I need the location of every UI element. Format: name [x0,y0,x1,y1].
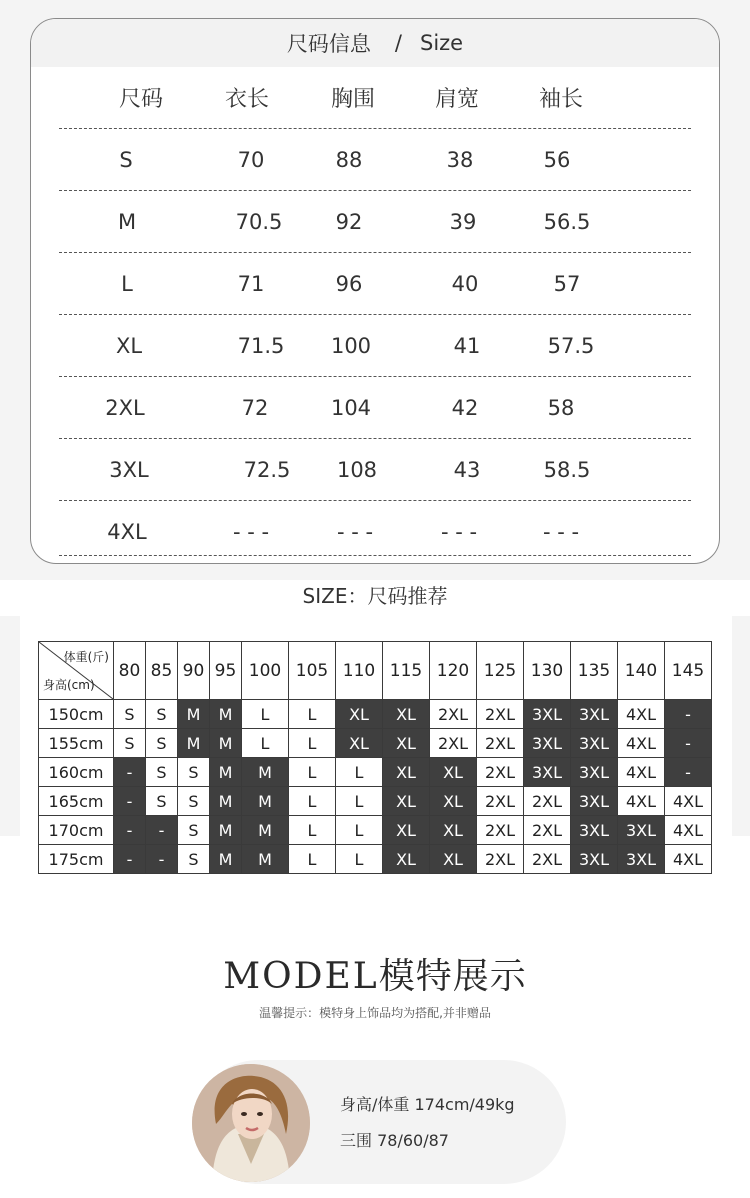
recommend-size-cell: S [146,700,178,729]
recommend-size-cell: S [146,729,178,758]
size-table-row-cell: 3XL [109,457,149,482]
size-table-row-cell: L [121,271,133,296]
recommend-size-cell: 3XL [524,729,571,758]
recommend-size-cell: 4XL [665,787,712,816]
recommend-size-cell: S [114,729,146,758]
size-table-row-cell: 57.5 [547,333,595,358]
recommend-size-cell: - [146,845,178,874]
recommend-size-cell: L [289,700,336,729]
recommend-size-cell: XL [430,845,477,874]
size-table-row-cell: 2XL [105,395,145,420]
weight-header-cell: 110 [336,642,383,700]
recommend-row [39,787,712,816]
size-table-row [59,439,691,501]
recommend-size-cell: 4XL [618,787,665,816]
recommend-size-cell: 2XL [477,700,524,729]
size-table-row [59,129,691,191]
size-table-row-cell: 88 [335,147,363,172]
recommend-size-cell: 4XL [665,816,712,845]
size-table-row-cell: - - - [440,520,478,544]
model-section-title [0,948,750,999]
recommend-size-cell: M [178,700,210,729]
recommend-size-cell: XL [383,787,430,816]
recommend-size-cell: M [242,758,289,787]
size-table-row-cell: 108 [336,457,378,482]
recommend-size-cell: L [289,758,336,787]
size-table-row-cell: S [119,147,133,172]
size-table-row-cell: 38 [446,147,474,172]
recommend-size-cell: 4XL [665,845,712,874]
recommend-size-cell: L [336,816,383,845]
size-card-header [31,19,719,67]
recommend-size-cell: M [210,758,242,787]
weight-header-cell: 80 [114,642,146,700]
corner-height-label: 身高(cm) [43,678,95,692]
recommend-size-cell: - [665,729,712,758]
size-table-row-cell: - - - [336,520,374,544]
size-table-row-cell: 100 [330,333,372,358]
height-label-cell: 170cm [39,816,114,845]
height-label-cell: 150cm [39,700,114,729]
size-table-header-row-cell: 肩宽 [434,87,479,112]
size-table-header-row-cell: 袖长 [538,87,583,112]
recommend-size-cell: M [178,729,210,758]
size-recommend-table [38,641,712,874]
recommend-size-cell: 2XL [430,700,477,729]
recommend-size-cell: L [336,758,383,787]
weight-header-cell: 100 [242,642,289,700]
size-table-row-cell: 56 [543,147,571,172]
size-table-header-row-cell: 胸围 [330,87,375,112]
size-table-row-cell: 71.5 [237,333,285,358]
height-label-cell: 160cm [39,758,114,787]
size-card-title-cn: 尺码信息 [286,32,371,56]
size-table-row-cell: 58.5 [543,457,591,482]
size-table-row-cell: - - - [542,520,580,544]
recommend-size-cell: L [289,845,336,874]
recommend-size-cell: 3XL [524,758,571,787]
recommend-size-cell: 3XL [618,845,665,874]
height-label-cell: 155cm [39,729,114,758]
weight-header-cell: 145 [665,642,712,700]
recommend-size-cell: M [210,729,242,758]
weight-header-cell: 85 [146,642,178,700]
size-table-row-cell: 70 [237,147,265,172]
size-table-row-cell: 41 [453,333,481,358]
recommend-size-cell: XL [430,758,477,787]
weight-header-cell: 120 [430,642,477,700]
size-card-title-en: Size [419,31,464,55]
recommend-size-cell: L [289,729,336,758]
recommend-size-cell: M [242,816,289,845]
size-table-row [59,315,691,377]
size-table-header-row-cell: 尺码 [118,87,163,112]
size-table-row-cell: 42 [451,395,479,420]
model-measurements: 三围 78/60/87 [340,1131,449,1150]
size-table-row-cell: 92 [335,209,363,234]
size-table-row-cell: 57 [553,271,581,296]
weight-header-cell: 105 [289,642,336,700]
recommend-size-cell: 4XL [618,700,665,729]
recommend-size-cell: - [146,816,178,845]
recommend-size-cell: L [336,787,383,816]
recommend-size-cell: M [210,816,242,845]
model-title-en: MODEL [223,956,379,997]
size-table-row-cell: - - - [232,520,270,544]
recommend-size-cell: 3XL [618,816,665,845]
recommend-size-cell: 3XL [571,758,618,787]
size-table-row-cell: 4XL [107,520,147,544]
recommend-size-cell: S [178,787,210,816]
weight-header-cell: 130 [524,642,571,700]
recommend-size-cell: S [178,816,210,845]
model-height-weight: 身高/体重 174cm/49kg [340,1095,515,1114]
recommend-size-cell: M [242,845,289,874]
recommend-size-cell: 4XL [618,729,665,758]
size-table-row-cell: M [117,209,137,234]
recommend-size-cell: 4XL [618,758,665,787]
recommend-size-cell: 3XL [571,787,618,816]
recommend-row [39,816,712,845]
recommend-size-cell: 2XL [477,787,524,816]
recommend-size-cell: 2XL [477,729,524,758]
recommend-size-cell: 3XL [571,845,618,874]
recommend-size-cell: L [336,845,383,874]
recommend-size-cell: XL [430,816,477,845]
recommend-size-cell: 2XL [524,816,571,845]
size-table-row-cell: 39 [449,209,477,234]
height-label-cell: 175cm [39,845,114,874]
size-table-row-cell: 71 [237,271,265,296]
size-recommend-title: SIZE：尺码推荐 [302,584,448,608]
recommend-size-cell: XL [383,845,430,874]
recommend-size-cell: S [146,787,178,816]
size-table-header-row [59,67,691,129]
size-table-row [59,191,691,253]
recommend-size-cell: 3XL [524,700,571,729]
size-table-row-cell: XL [115,333,143,358]
recommend-size-cell: - [665,700,712,729]
size-table-row [59,377,691,439]
recommend-size-cell: XL [383,816,430,845]
recommend-size-cell: XL [430,787,477,816]
recommend-size-cell: - [114,758,146,787]
recommend-size-cell: 2XL [477,845,524,874]
size-table-row-cell: 43 [453,457,481,482]
size-table-row-cell: 70.5 [235,209,283,234]
weight-header-cell: 135 [571,642,618,700]
recommend-size-cell: L [242,700,289,729]
size-table-row-cell: 104 [330,395,372,420]
weight-header-cell: 125 [477,642,524,700]
recommend-size-cell: 2XL [477,816,524,845]
recommend-row [39,758,712,787]
model-accessory-note: 温馨提示：模特身上饰品均为搭配,并非赠品 [259,1006,491,1020]
recommend-size-cell: L [289,787,336,816]
size-table-header-row-cell: 衣长 [224,87,269,112]
recommend-row [39,700,712,729]
recommend-size-cell: XL [383,700,430,729]
size-table-row [59,501,691,563]
recommend-size-cell: M [210,787,242,816]
recommend-size-cell: L [289,816,336,845]
recommend-size-cell: 2XL [524,845,571,874]
recommend-size-cell: - [114,787,146,816]
model-avatar [192,1064,310,1182]
model-title-cn: 模特展示 [378,956,527,997]
recommend-size-cell: 2XL [477,758,524,787]
recommend-size-cell: S [178,758,210,787]
recommend-size-cell: S [178,845,210,874]
recommend-size-cell: 3XL [571,729,618,758]
size-table-row [59,253,691,315]
recommend-size-cell: XL [336,729,383,758]
weight-header-cell: 90 [178,642,210,700]
recommend-size-cell: 3XL [571,816,618,845]
corner-weight-label: 体重(斤) [63,650,109,664]
size-table-row-cell: 96 [335,271,363,296]
recommend-size-cell: M [210,700,242,729]
recommend-corner-cell [39,642,114,700]
recommend-size-cell: - [665,758,712,787]
recommend-size-cell: 2XL [524,787,571,816]
size-measurement-table [59,67,691,563]
size-table-row-cell: 40 [451,271,479,296]
recommend-size-cell: S [114,700,146,729]
recommend-header-row [39,642,712,700]
size-table-row-cell: 72.5 [243,457,291,482]
recommend-size-cell: M [210,845,242,874]
recommend-size-cell: - [114,816,146,845]
model-portrait-illustration [192,1064,310,1182]
recommend-size-cell: S [146,758,178,787]
recommend-row [39,845,712,874]
recommend-size-cell: XL [383,758,430,787]
size-card-title-separator: / [394,31,402,55]
size-table-bottom-divider [59,555,691,556]
size-table-row-cell: 72 [241,395,269,420]
recommend-size-cell: XL [383,729,430,758]
recommend-size-cell: - [114,845,146,874]
height-label-cell: 165cm [39,787,114,816]
recommend-size-cell: 2XL [430,729,477,758]
recommend-size-cell: XL [336,700,383,729]
recommend-size-cell: 3XL [571,700,618,729]
weight-header-cell: 115 [383,642,430,700]
size-table-row-cell: 58 [547,395,575,420]
weight-header-cell: 140 [618,642,665,700]
recommend-size-cell: L [242,729,289,758]
weight-header-cell: 95 [210,642,242,700]
recommend-row [39,729,712,758]
size-info-card [30,18,720,564]
recommend-size-cell: M [242,787,289,816]
size-table-row-cell: 56.5 [543,209,591,234]
